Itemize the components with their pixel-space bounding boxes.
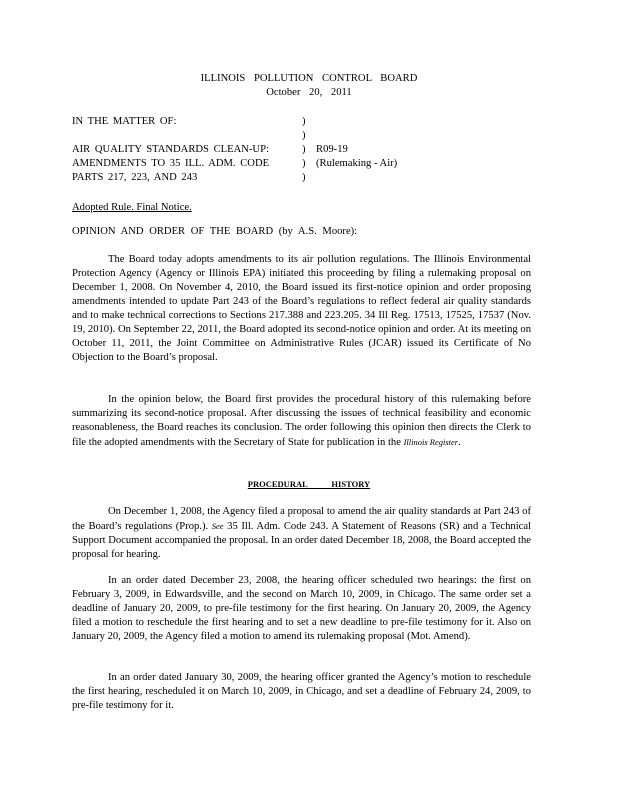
caption-paren: ) [302,116,306,127]
procedural-history-heading: PROCEDURAL HISTORY [247,479,371,489]
paragraph-hearings: In an order dated December 23, 2008, the hearing officer scheduled two hearings: the first on February 3, 2009, in Edwardsville, and the second on March 10, 2009, in Chicago. The same order set a deadline of January 20, 2009, to pre-file testimony for the first hearing. On January 20, 2009, the Agency filed a motion to reschedule the first hearing and to set a new deadline to pre-file testimony for it. Also on January 20, 2009, the Agency filed a motion to amend its rulemaking proposal (Mot. Amend). [72,575,531,642]
section-heading [0,477,618,491]
citation-signal: See [211,521,224,531]
document-date: October 20, 2011 [266,87,352,98]
caption-right [316,129,552,143]
caption-left [72,129,302,143]
paragraph-intro: The Board today adopts amendments to its air pollution regulations. The Illinois Environmental Protection Agency (Agency or Illinois EPA) initiated this proceeding by filing a rulemaking proposal on December 1, 2008. On November 4, 2010, the Board issued its first-notice opinion and order proposing amendments intended to update Part 243 of the Board’s regulations to reflect federal air quality standards and to make technical corrections to Sections 217.388 and 223.205. 34 Ill Reg. 17513, 17525, 17537 (Nov. 19, 2010). On September 22, 2011, the Board adopted its second-notice opinion and order. At its meeting on October 11, 2011, the Joint Committee on Administrative Rules (JCAR) issued its Certificate of No Objection to the Board’s proposal. [72,254,531,363]
caption-paren: ) [302,144,306,155]
board-name: ILLINOIS POLLUTION CONTROL BOARD [200,73,418,84]
paragraph-text: . [458,437,461,448]
publication-name: Illinois Register [403,437,459,447]
paragraph-overview [72,393,531,450]
caption-paren: ) [302,130,306,141]
paragraph-reschedule: In an order dated January 30, 2009, the hearing officer granted the Agency’s motion to reschedule the first hearing, rescheduled it on March 10, 2009, in Chicago, and set a deadline of February 24, 2009, to pre-file testimony for it. [72,672,531,711]
caption-left: AIR QUALITY STANDARDS CLEAN-UP: [72,144,269,155]
docket-number: R09-19 [316,144,348,155]
paragraph-text: In the opinion below, the Board first provides the procedural history of this rulemaking before summarizing its second-notice proposal. After discussing the issues of technical feasibility and economic reasonableness, the Board reaches its conclusion. The order following this opinion then directs the Clerk to file the adopted amendments with the Secretary of State for publication in the [72,394,531,448]
paragraph-text: 35 Ill. Adm. Code 243. A Statement of Reasons (SR) and a Technical Support Document accompanied the proposal. In an order dated December 18, 2008, the Board accepted the proposal for hearing. [72,521,531,560]
caption-row [72,171,552,185]
caption-row [72,115,552,129]
caption-row [72,129,552,143]
caption-right [316,115,552,129]
paragraph-text: On December 1, 2008, the Agency filed a proposal to amend the air quality standards at Part 243 of the Board’s regulations (Prop.). [72,506,531,532]
caption-row [72,143,552,157]
caption-paren: ) [302,172,306,183]
caption-left: AMENDMENTS TO 35 ILL. ADM. CODE [72,158,270,169]
adopted-rule-label: Adopted Rule. Final Notice. [72,202,192,213]
caption-left: IN THE MATTER OF: [72,116,177,127]
paragraph-proposal [72,505,531,562]
case-caption [72,115,552,185]
opinion-title: OPINION AND ORDER OF THE BOARD (by A.S. Moore): [72,226,358,237]
caption-row [72,157,552,171]
caption-right [316,171,552,185]
adopted-rule-notice [72,201,192,215]
caption-left: PARTS 217, 223, AND 243 [72,172,198,183]
rulemaking-type: (Rulemaking - Air) [316,158,398,169]
document-header [0,72,618,100]
caption-paren: ) [302,158,306,169]
